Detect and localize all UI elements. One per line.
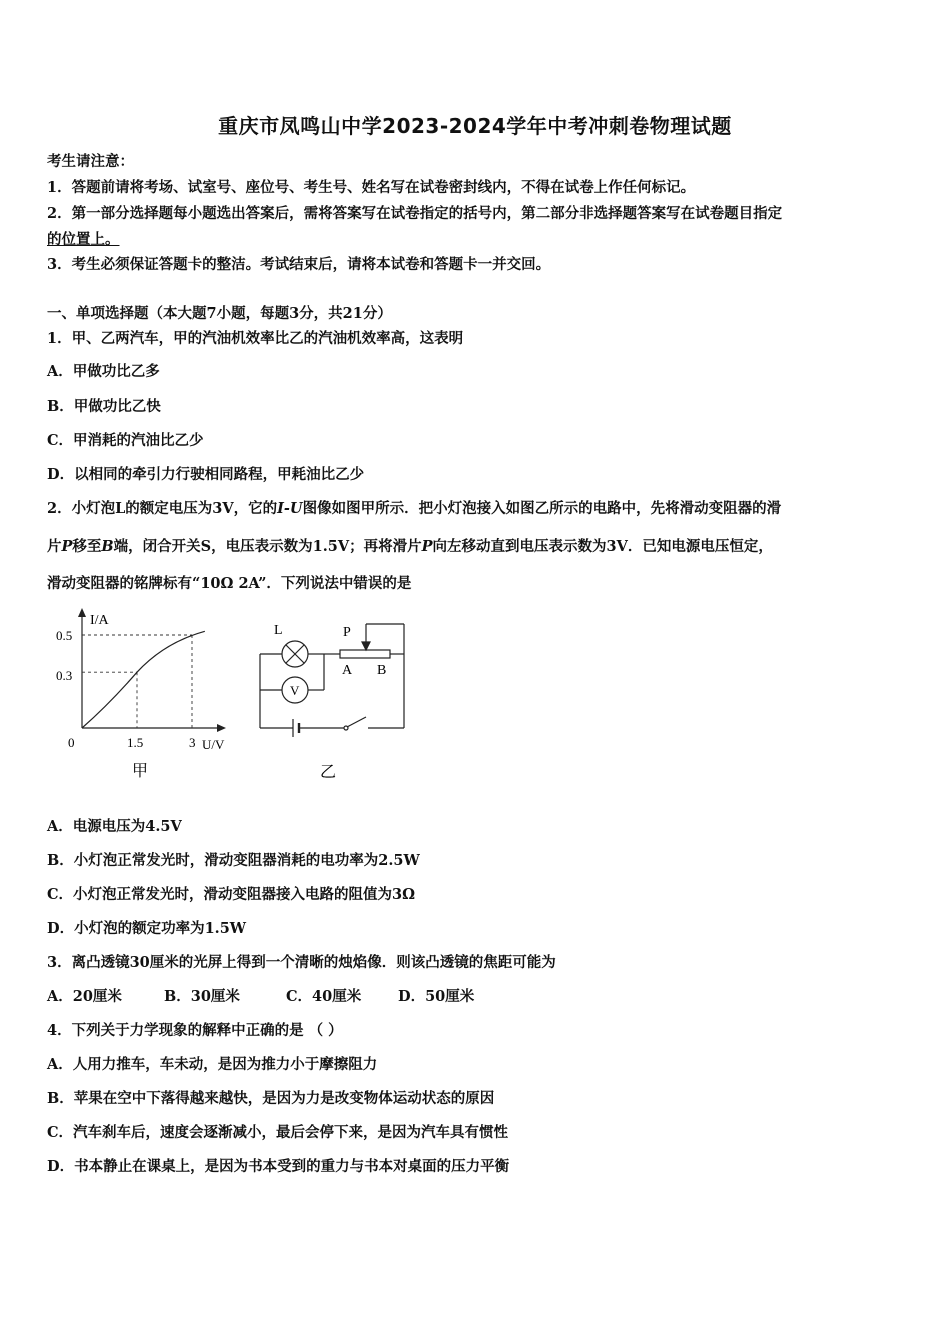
lamp-label: L xyxy=(274,623,283,638)
notice-item-3: 3．考生必须保证答题卡的整洁。考试结束后，请将本试卷和答题卡一并交回。 xyxy=(47,256,551,273)
q1-option-c: C．甲消耗的汽油比乙少 xyxy=(47,432,204,449)
q3-stem: 3．离凸透镜30厘米的光屏上得到一个清晰的烛焰像．则该凸透镜的焦距可能为 xyxy=(47,954,556,971)
voltmeter-label: V xyxy=(290,683,300,698)
end-a-label: A xyxy=(342,663,353,678)
circuit-diagram xyxy=(260,624,404,737)
circuit-caption: 乙 xyxy=(320,764,337,781)
y-tick-05: 0.5 xyxy=(56,628,73,643)
q1-option-b: B．甲做功比乙快 xyxy=(47,398,161,415)
y-axis-arrow xyxy=(78,608,86,617)
q2-stem-line-2: 片P移至B端，闭合开关S，电压表示数为1.5V；再将滑片P向左移动直到电压表示数为3V．已知电源电压恒定， xyxy=(47,538,773,555)
y-tick-03: 0.3 xyxy=(56,668,73,683)
q1-option-d: D．以相同的牵引力行驶相同路程，甲耗油比乙少 xyxy=(47,466,365,483)
x-tick-3: 3 xyxy=(189,735,196,750)
q1-stem: 1．甲、乙两汽车，甲的汽油机效率比乙的汽油机效率高，这表明 xyxy=(47,330,464,347)
q2-figure-svg xyxy=(50,604,420,784)
notice-item-2: 2．第一部分选择题每小题选出答案后，需将答案写在试卷指定的括号内，第二部分非选择题答案写在试卷题目指定 xyxy=(47,205,783,222)
y-axis-label: I/A xyxy=(90,613,109,628)
rheostat xyxy=(340,650,390,658)
q3-option-d: D．50厘米 xyxy=(398,988,475,1005)
x-tick-15: 1.5 xyxy=(127,735,144,750)
q3-option-b: B．30厘米 xyxy=(164,988,240,1005)
x-axis-arrow xyxy=(217,724,226,732)
notice-heading: 考生请注意： xyxy=(47,153,134,170)
page-title: 重庆市凤鸣山中学2023-2024学年中考冲刺卷物理试题 xyxy=(218,114,732,138)
q1-option-a: A．甲做功比乙多 xyxy=(47,363,160,380)
slider-arrow xyxy=(362,642,370,650)
q4-option-d: D．书本静止在课桌上，是因为书本受到的重力与书本对桌面的压力平衡 xyxy=(47,1158,510,1175)
iu-graph xyxy=(56,608,226,780)
q2-stem-line-1: 2．小灯泡L的额定电压为3V，它的I-U图像如图甲所示．把小灯泡接入如图乙所示的电路中，先将滑动变阻器的滑 xyxy=(47,500,782,517)
q4-stem: 4．下列关于力学现象的解释中正确的是 （ ） xyxy=(47,1022,343,1039)
iu-curve xyxy=(82,631,205,728)
q2-option-d: D．小灯泡的额定功率为1.5W xyxy=(47,920,247,937)
switch-blade xyxy=(347,717,366,727)
q4-option-b: B．苹果在空中下落得越来越快，是因为力是改变物体运动状态的原因 xyxy=(47,1090,495,1107)
q2-figure xyxy=(50,604,420,788)
slider-label: P xyxy=(343,625,351,640)
q3-option-c: C．40厘米 xyxy=(286,988,362,1005)
q3-options xyxy=(47,985,907,1006)
x-axis-label: U/V xyxy=(202,737,225,752)
q2-stem-line-3: 滑动变阻器的铭牌标有“10Ω 2A”．下列说法中错误的是 xyxy=(47,575,412,592)
q4-option-a: A．人用力推车，车未动，是因为推力小于摩擦阻力 xyxy=(47,1056,378,1073)
notice-item-2-cont: 的位置上。 xyxy=(47,231,120,248)
q4-option-c: C．汽车刹车后，速度会逐渐减小，最后会停下来，是因为汽车具有惯性 xyxy=(47,1124,509,1141)
section-heading: 一、单项选择题（本大题7小题，每题3分，共21分） xyxy=(47,305,392,322)
notice-item-1: 1．答题前请将考场、试室号、座位号、考生号、姓名写在试卷密封线内，不得在试卷上作任何标记。 xyxy=(47,179,696,196)
end-b-label: B xyxy=(377,663,387,678)
graph-caption: 甲 xyxy=(132,763,149,780)
q2-option-c: C．小灯泡正常发光时，滑动变阻器接入电路的阻值为3Ω xyxy=(47,886,416,903)
origin-label: 0 xyxy=(68,735,75,750)
q2-option-b: B．小灯泡正常发光时，滑动变阻器消耗的电功率为2.5W xyxy=(47,852,420,869)
q3-option-a: A．20厘米 xyxy=(47,988,122,1005)
q2-option-a: A．电源电压为4.5V xyxy=(47,818,182,835)
